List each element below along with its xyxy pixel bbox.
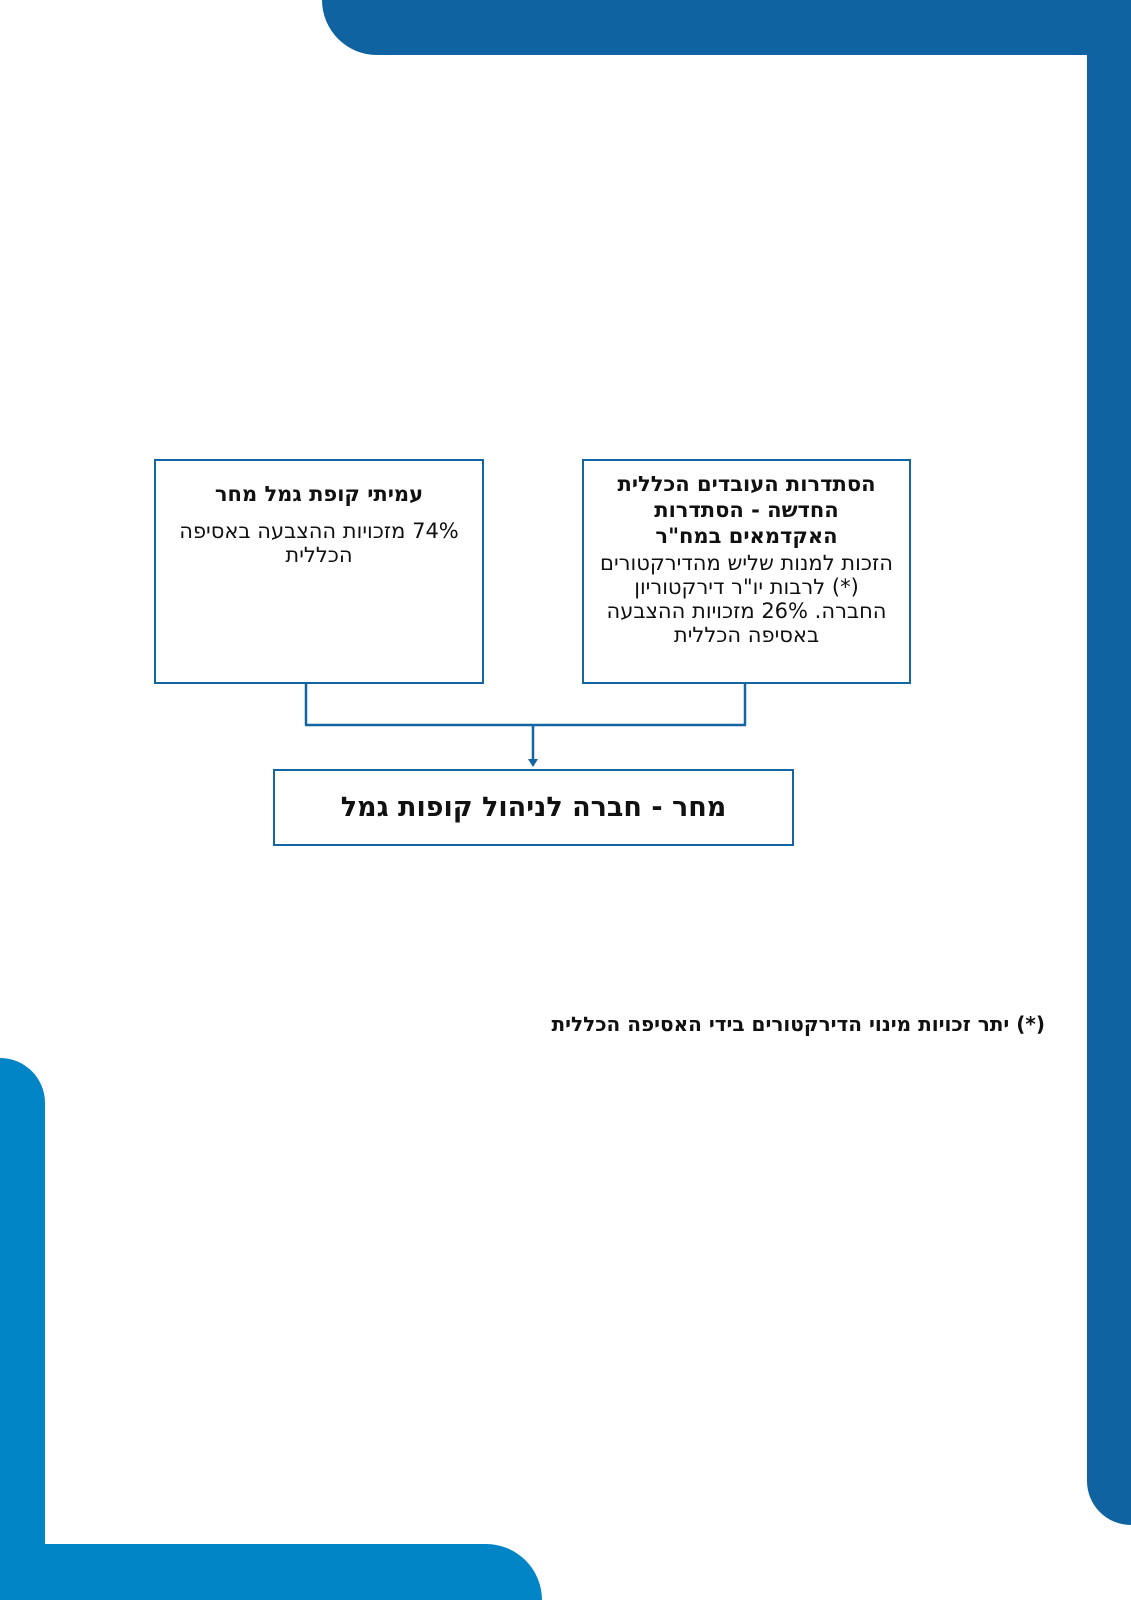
left-box-text: 74% מזכויות ההצבעה באסיפה הכללית [179,519,459,567]
right-box-histadrut [582,459,911,684]
footnote: (*) יתר זכויות מינוי הדירקטורים בידי האסיפה הכללית [551,1012,1045,1036]
right-box-title: הסתדרות העובדים הכללית החדשה - הסתדרות האקדמאים במח"ר [617,472,876,548]
right-box-text: הזכות למנות שליש מהדירקטורים (*) לרבות יו"ר דירקטוריון החברה. 26% מזכויות ההצבעה באסיפה הכללית [600,551,893,647]
bottom-box-title: מחר - חברה לניהול קופות גמל [340,792,727,823]
bottom-box-company [273,769,794,846]
arrow-head [528,759,538,767]
left-box-members [154,459,484,684]
left-box-title: עמיתי קופת גמל מחר [214,482,424,506]
connector-group [305,684,746,760]
